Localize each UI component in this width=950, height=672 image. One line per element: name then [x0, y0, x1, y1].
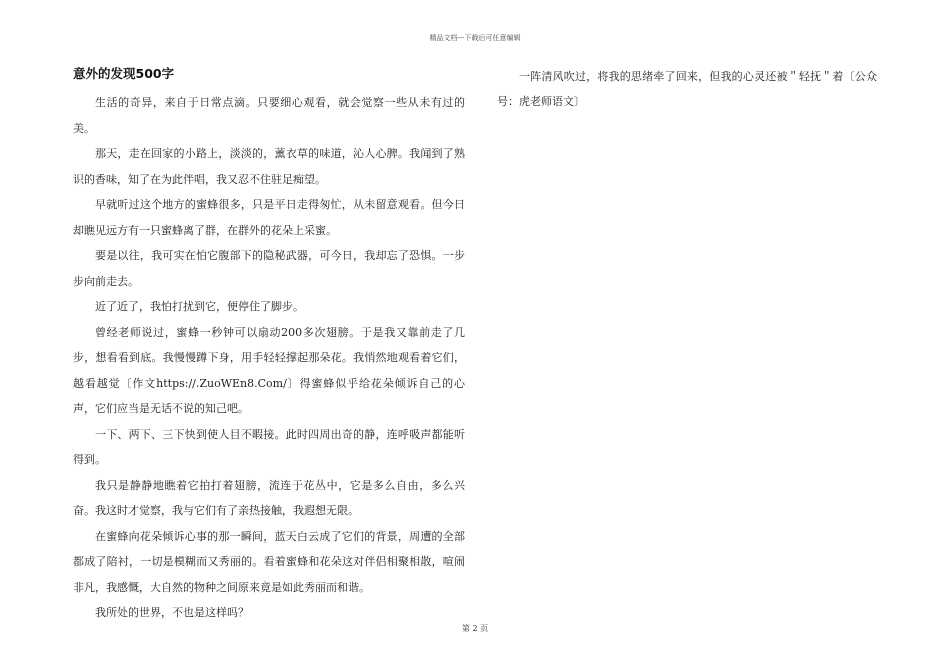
- paragraph: 一阵清风吹过，将我的思绪牵了回来，但我的心灵还被＂轻抚＂着〔公众号：虎老师语文〕: [497, 70, 877, 108]
- paragraph: 在蜜蜂向花朵倾诉心事的那一瞬间，蓝天白云成了它们的背景，周遭的全部都成了陪衬，一切是模糊而又秀丽的。看着蜜蜂和花朵这对伴侣相聚相散，喧闹非凡，我感慨，大自然的物种之间原来竟是如此秀丽而和谐。: [73, 529, 465, 594]
- paragraph: 近了近了，我怕打扰到它，便停住了脚步。: [95, 300, 304, 313]
- page-number: 第 2 页: [461, 624, 489, 633]
- document-title: 意外的发现500字: [73, 66, 175, 81]
- left-column: [73, 64, 465, 626]
- paragraph: 我所处的世界，不也是这样吗？: [95, 606, 249, 619]
- paragraph: 那天，走在回家的小路上，淡淡的，薰衣草的味道，沁人心脾。我闻到了熟识的香味，知了在为此伴唱，我又忍不住驻足痴望。: [73, 147, 465, 186]
- paragraph: 一下、两下、三下快到使人目不暇接。此时四周出奇的静，连呼吸声都能听得到。: [73, 427, 465, 466]
- paragraph: 我只是静静地瞧着它拍打着翅膀，流连于花丛中，它是多么自由，多么兴奋。我这时才觉察，我与它们有了亲热接触，我遐想无限。: [73, 478, 465, 517]
- paragraph: 要是以往，我可实在怕它腹部下的隐秘武器，可今日，我却忘了恐惧。一步步向前走去。: [73, 249, 465, 288]
- paragraph: 早就听过这个地方的蜜蜂很多，只是平日走得匆忙，从未留意观看。但今日却瞧见远方有一只蜜蜂离了群，在群外的花朵上采蜜。: [73, 198, 465, 237]
- paragraph: 曾经老师说过，蜜蜂一秒钟可以扇动200多次翅膀。于是我又靠前走了几步，想看看到底。我慢慢蹲下身，用手轻轻撑起那朵花。我悄然地观看着它们，越看越觉〔作文https://.ZuoWEn8.Com/〕得蜜蜂似乎给花朵倾诉自己的心声，它们应当是无话不说的知己吧。: [73, 325, 465, 415]
- paragraph: 生活的奇异，来自于日常点滴。只要细心观看，就会觉察一些从未有过的美。: [73, 96, 465, 135]
- right-column: [497, 64, 877, 114]
- page-header: 精品文档---下载后可任意编辑: [429, 34, 521, 42]
